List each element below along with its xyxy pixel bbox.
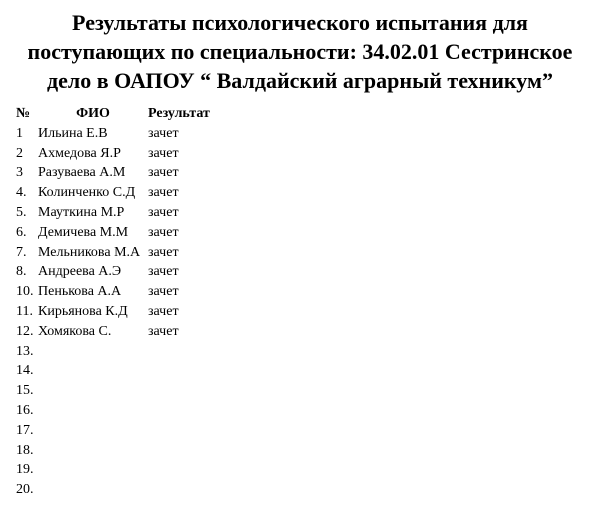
row-num: 14. — [16, 363, 34, 379]
row-result — [148, 361, 238, 381]
row-result: зачет — [148, 284, 179, 300]
row-num: 6. — [16, 224, 27, 240]
table-header-row — [16, 104, 238, 124]
table-row — [16, 282, 238, 302]
row-result: зачет — [148, 323, 179, 339]
table-body — [16, 124, 238, 500]
row-name: Ахмедова Я.Р — [38, 145, 121, 161]
table-row — [16, 223, 238, 243]
row-name: Мельникова М.А — [38, 244, 141, 260]
row-num: 15. — [16, 383, 34, 399]
row-name — [38, 381, 148, 401]
row-num: 7. — [16, 244, 27, 260]
row-num: 16. — [16, 402, 34, 418]
table-row — [16, 421, 238, 441]
row-name — [38, 342, 148, 362]
table-row — [16, 144, 238, 164]
row-num: 10. — [16, 284, 34, 300]
table-row — [16, 361, 238, 381]
row-num: 18. — [16, 442, 34, 458]
table-row — [16, 381, 238, 401]
row-num: 17. — [16, 422, 34, 438]
title-line: поступающих по специальности: 34.02.01 Сестринское — [27, 39, 573, 64]
row-num: 12. — [16, 323, 34, 339]
table-row — [16, 322, 238, 342]
row-name — [38, 421, 148, 441]
title-line: Результаты психологического испытания для — [72, 10, 528, 35]
row-num: 3 — [16, 165, 23, 181]
table-row — [16, 183, 238, 203]
row-result — [148, 460, 238, 480]
table-row — [16, 243, 238, 263]
table-row — [16, 460, 238, 480]
header-num: № — [16, 106, 31, 121]
row-result: зачет — [148, 125, 179, 141]
row-result: зачет — [148, 244, 179, 260]
header-result: Результат — [148, 106, 210, 121]
table-row — [16, 262, 238, 282]
row-name: Ильина Е.В — [38, 125, 108, 141]
results-table — [16, 104, 238, 500]
row-result — [148, 441, 238, 461]
row-name: Кирьянова К.Д — [38, 303, 128, 319]
row-result: зачет — [148, 185, 179, 201]
row-name — [38, 480, 148, 500]
row-num: 8. — [16, 264, 27, 280]
row-num: 2 — [16, 145, 23, 161]
row-name: Пенькова А.А — [38, 284, 122, 300]
row-num: 4. — [16, 185, 27, 201]
row-result — [148, 401, 238, 421]
row-result: зачет — [148, 165, 179, 181]
table-row — [16, 163, 238, 183]
row-num: 11. — [16, 303, 33, 319]
title-line: дело в ОАПОУ “ Валдайский аграрный техникум” — [47, 68, 553, 93]
row-name — [38, 460, 148, 480]
row-result — [148, 342, 238, 362]
row-num: 5. — [16, 204, 27, 220]
row-num: 20. — [16, 482, 34, 498]
table-row — [16, 302, 238, 322]
row-result — [148, 421, 238, 441]
table-row — [16, 124, 238, 144]
table-row — [16, 441, 238, 461]
row-name: Демичева М.М — [38, 224, 129, 240]
header-name: ФИО — [76, 106, 110, 121]
row-name: Мауткина М.Р — [38, 204, 125, 220]
row-result: зачет — [148, 264, 179, 280]
row-result: зачет — [148, 145, 179, 161]
row-name — [38, 441, 148, 461]
row-num: 19. — [16, 462, 34, 478]
row-name — [38, 361, 148, 381]
row-result — [148, 480, 238, 500]
table-row — [16, 480, 238, 500]
document-title — [0, 8, 600, 95]
row-name — [38, 401, 148, 421]
row-num: 1 — [16, 125, 23, 141]
table-row — [16, 401, 238, 421]
row-result: зачет — [148, 224, 179, 240]
row-result: зачет — [148, 303, 179, 319]
row-result: зачет — [148, 204, 179, 220]
row-result — [148, 381, 238, 401]
row-name: Разуваева А.М — [38, 165, 126, 181]
row-name: Колинченко С.Д — [38, 185, 136, 201]
table-row — [16, 203, 238, 223]
row-num: 13. — [16, 343, 34, 359]
table-row — [16, 342, 238, 362]
row-name: Андреева А.Э — [38, 264, 122, 280]
row-name: Хомякова С. — [38, 323, 112, 339]
